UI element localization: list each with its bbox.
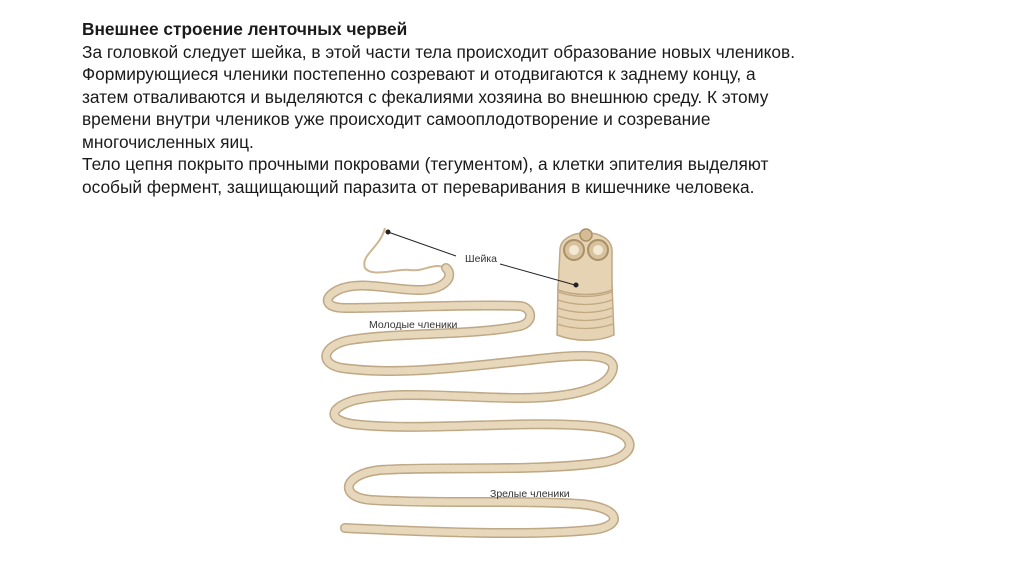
paragraph-line: многочисленных яиц.	[82, 131, 254, 152]
neck-pointer-dot	[386, 230, 391, 235]
label-mature-segments: Зрелые членики	[490, 488, 570, 500]
paragraph-line: Формирующиеся членики постепенно созревают и отодвигаются к заднему концу, а	[82, 64, 756, 84]
label-young-segments: Молодые членики	[369, 319, 458, 331]
paragraph-line: Тело цепня покрыто прочными покровами (тегументом), а клетки эпителия выделяют	[82, 154, 769, 174]
text-block	[82, 18, 882, 198]
paragraph-line: особый фермент, защищающий паразита от переваривания в кишечнике человека.	[82, 176, 755, 197]
slide-title: Внешнее строение ленточных червей	[82, 19, 408, 39]
paragraph-line: За головкой следует шейка, в этой части тела происходит образование новых члеников.	[82, 41, 796, 62]
paragraph-line: затем отваливаются и выделяются с фекалиями хозяина во внешнюю среду. К этому	[82, 86, 769, 107]
worm-head-thread	[364, 228, 446, 273]
label-neck: Шейка	[465, 253, 497, 265]
scolex-closeup	[557, 229, 614, 340]
neck-pointer-dot-2	[574, 283, 579, 288]
paragraph-line: времени внутри члеников уже происходит самооплодотворение и созревание	[82, 109, 711, 129]
neck-pointer-line	[388, 232, 456, 256]
